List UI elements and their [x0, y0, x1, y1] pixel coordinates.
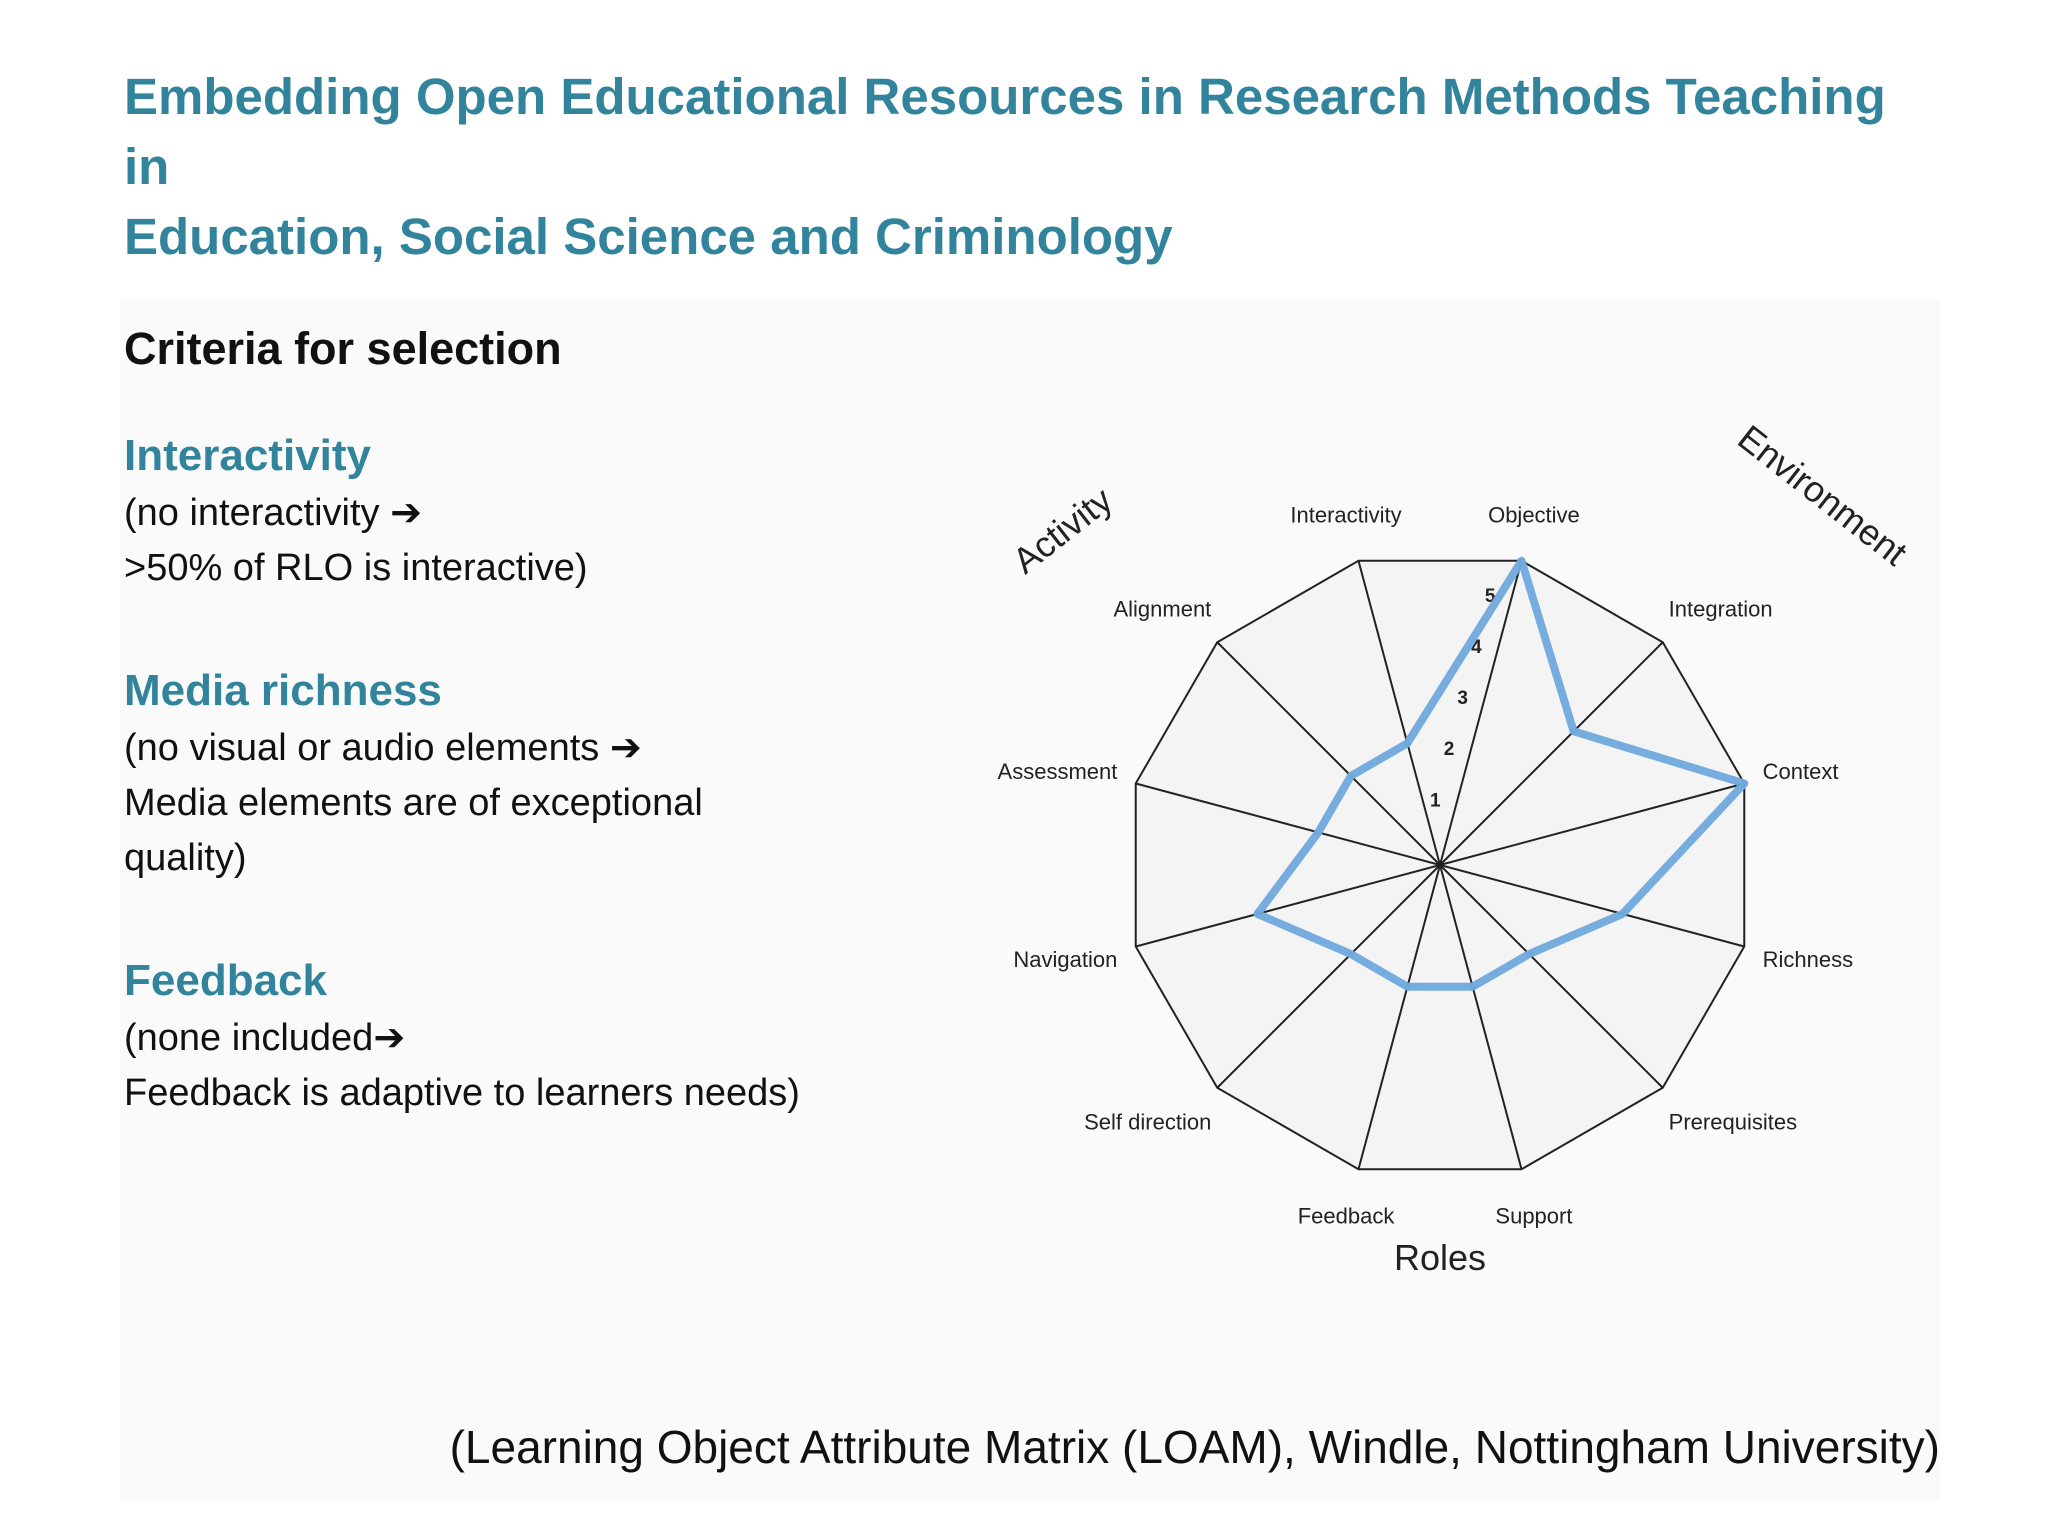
group-label-roles: Roles [1393, 1237, 1487, 1278]
category-label: Interactivity [1290, 502, 1402, 528]
series-point [1526, 951, 1532, 957]
series-point [1470, 984, 1476, 990]
series-point [1315, 829, 1321, 835]
criterion-max: Feedback is adaptive to learners needs) [124, 1072, 800, 1114]
arrow-right-icon: ➔ [373, 1017, 406, 1059]
criterion-media-richness [124, 661, 904, 886]
criterion-max: Media elements are of exceptional [124, 782, 703, 824]
criterion-feedback [124, 951, 904, 1121]
category-label: Richness [1762, 946, 1854, 972]
criterion-name: Feedback [124, 956, 327, 1005]
scale-label: 4 [1471, 637, 1482, 659]
criterion-min: (no interactivity [124, 492, 380, 534]
criterion-name: Interactivity [124, 431, 371, 480]
group-label-activity: Activity [1004, 478, 1120, 582]
title-line-1: Embedding Open Educational Resources in Research Methods Teaching in [124, 68, 1886, 195]
arrow-right-icon: ➔ [609, 727, 642, 769]
arrow-right-icon: ➔ [390, 492, 422, 534]
criterion-range [124, 1011, 904, 1121]
series-point [1620, 911, 1626, 917]
series-point [1348, 951, 1354, 957]
category-label: Objective [1488, 502, 1580, 528]
series-point [1571, 728, 1577, 734]
criterion-max: >50% of RLO is interactive) [124, 547, 588, 589]
criterion-min: (no visual or audio elements [124, 727, 600, 769]
series-point [1348, 773, 1354, 779]
category-label: Self direction [1084, 1109, 1212, 1135]
criterion-range [124, 486, 904, 596]
scale-label: 1 [1430, 790, 1441, 812]
scale-label: 5 [1484, 585, 1496, 607]
group-label-environment: Environment [1730, 416, 1915, 574]
series-point [1741, 780, 1747, 786]
category-label: Assessment [997, 759, 1118, 785]
scale-label: 2 [1443, 739, 1455, 761]
criterion-min: (none included [124, 1017, 374, 1059]
category-label: Context [1762, 759, 1839, 785]
category-label: Feedback [1297, 1203, 1395, 1229]
series-point [1404, 740, 1410, 746]
category-label: Navigation [1013, 946, 1118, 972]
criterion-range [124, 721, 904, 886]
scale-label: 3 [1457, 688, 1469, 710]
criterion-name: Media richness [124, 666, 442, 715]
criteria-heading: Criteria for selection [124, 323, 562, 374]
source-citation: (Learning Object Attribute Matrix (LOAM), Windle, Nottingham University) [449, 1421, 1940, 1473]
category-label: Support [1495, 1203, 1573, 1229]
category-label: Prerequisites [1668, 1109, 1798, 1135]
criterion-interactivity [124, 426, 904, 596]
series-point [1519, 558, 1525, 564]
series-point [1254, 911, 1260, 917]
category-label: Integration [1668, 596, 1773, 622]
criterion-max-cont: quality) [124, 837, 247, 879]
category-label: Alignment [1113, 596, 1212, 622]
loam-radar-chart [950, 400, 1930, 1320]
title-line-2: Education, Social Science and Criminology [124, 208, 1173, 265]
slide-title [124, 62, 1924, 272]
series-point [1404, 984, 1410, 990]
